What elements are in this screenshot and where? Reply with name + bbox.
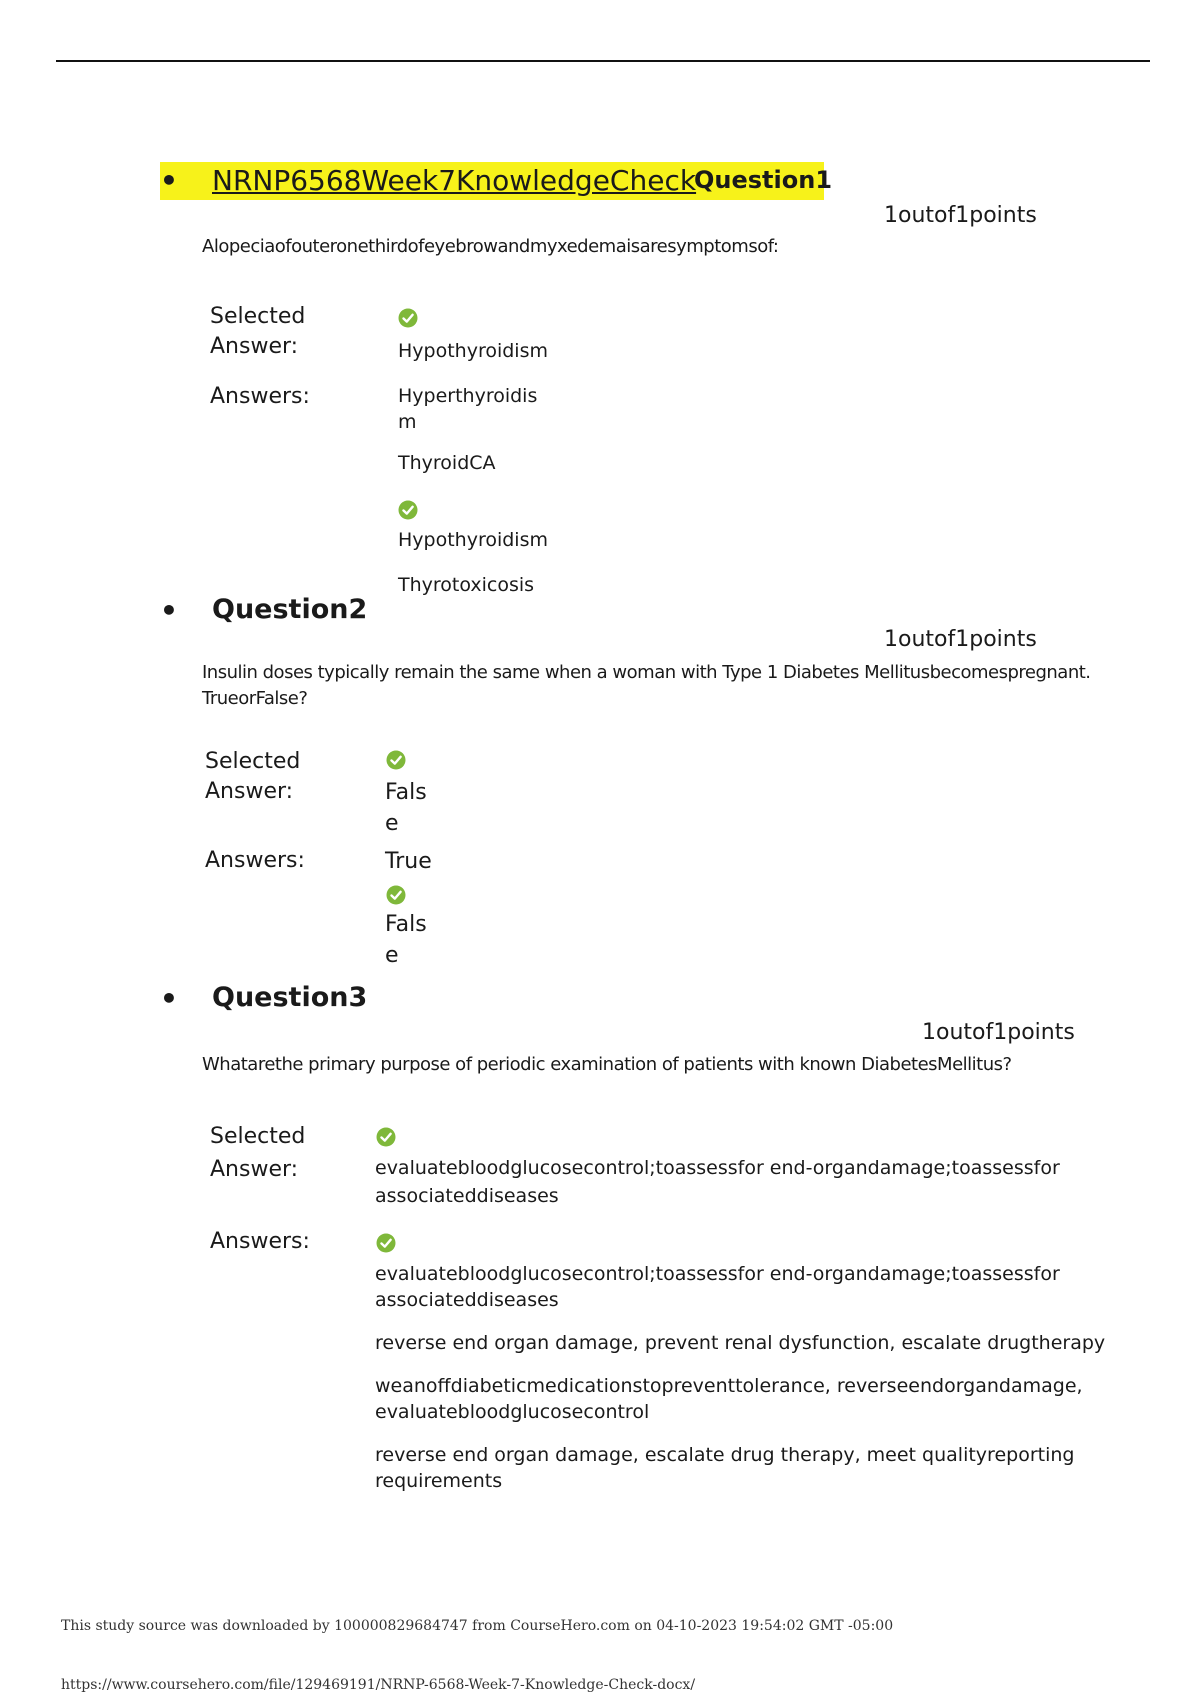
question3-answer-option: evaluatebloodglucosecontrol;toassessfor end-organdamage;toassessfor <box>375 1263 1060 1285</box>
question1-selected-answer: Hypothyroidism <box>398 340 548 362</box>
question2-selected-answer: Fals <box>385 780 427 805</box>
question2-text-line1: Insulin doses typically remain the same when a woman with Type 1 Diabetes Mellitusbecomespregnant. <box>202 662 1091 683</box>
top-rule <box>56 60 1150 62</box>
question2-points: 1outof1points <box>884 627 1037 652</box>
question1-text: Alopeciaofouteronethirdofeyebrowandmyxedemaisaresymptomsof: <box>202 236 779 257</box>
question2-text-line2: TrueorFalse? <box>202 688 308 709</box>
check-icon <box>386 750 406 770</box>
question2-selected-answer: e <box>385 811 399 836</box>
question3-answer-option: reverse end organ damage, prevent renal dysfunction, escalate drugtherapy <box>375 1332 1106 1354</box>
question2-answer-option: e <box>385 943 399 968</box>
question2-answer-option: True <box>385 849 432 874</box>
download-notice: This study source was downloaded by 100000829684747 from CourseHero.com on 04-10-2023 19:54:02 GMT -05:00 <box>61 1618 894 1634</box>
question1-answer-option: Hyperthyroidis <box>398 385 538 407</box>
question3-answer-option: requirements <box>375 1470 503 1492</box>
check-icon <box>376 1127 396 1147</box>
question2-title: Question2 <box>212 594 368 625</box>
question3-answer-option: evaluatebloodglucosecontrol <box>375 1401 650 1423</box>
question2-selected-label: Selected Answer: <box>205 749 301 804</box>
question1-answer-option: ThyroidCA <box>398 452 496 474</box>
bullet: • <box>160 164 178 197</box>
check-icon <box>398 500 418 520</box>
question3-answer-option: weanoffdiabeticmedicationstopreventtolerance, reverseendorgandamage, <box>375 1375 1083 1397</box>
question3-title: Question3 <box>212 982 368 1013</box>
question3-selected-answer: evaluatebloodglucosecontrol;toassessfor end-organdamage;toassessfor <box>375 1157 1060 1179</box>
document-title-link[interactable]: NRNP6568Week7KnowledgeCheck <box>212 164 697 197</box>
question3-selected-label: Selected Answer: <box>210 1124 306 1182</box>
question3-answer-option: reverse end organ damage, escalate drug therapy, meet qualityreporting <box>375 1444 1075 1466</box>
question3-selected-answer: associateddiseases <box>375 1185 559 1207</box>
question1-title: Question1 <box>694 166 833 194</box>
question3-answer-option: associateddiseases <box>375 1289 559 1311</box>
question2-answers-label: Answers: <box>205 848 305 873</box>
bullet: • <box>160 594 178 627</box>
source-url-link[interactable]: https://www.coursehero.com/file/129469191/NRNP-6568-Week-7-Knowledge-Check-docx/ <box>61 1677 696 1693</box>
question1-points: 1outof1points <box>884 203 1037 228</box>
question1-selected-label: Selected Answer: <box>210 304 306 359</box>
question2-answer-option: Fals <box>385 912 427 937</box>
question1-answers-label: Answers: <box>210 384 310 409</box>
question3-points: 1outof1points <box>922 1020 1075 1045</box>
check-icon <box>376 1233 396 1253</box>
question3-text: Whatarethe primary purpose of periodic examination of patients with known DiabetesMellitus? <box>202 1054 1012 1075</box>
check-icon <box>398 308 418 328</box>
question1-answer-option: Hypothyroidism <box>398 529 548 551</box>
question1-answer-option: m <box>398 411 417 433</box>
check-icon <box>386 885 406 905</box>
question3-answers-label: Answers: <box>210 1229 310 1254</box>
question1-answer-option: Thyrotoxicosis <box>398 574 535 596</box>
bullet: • <box>160 982 178 1015</box>
